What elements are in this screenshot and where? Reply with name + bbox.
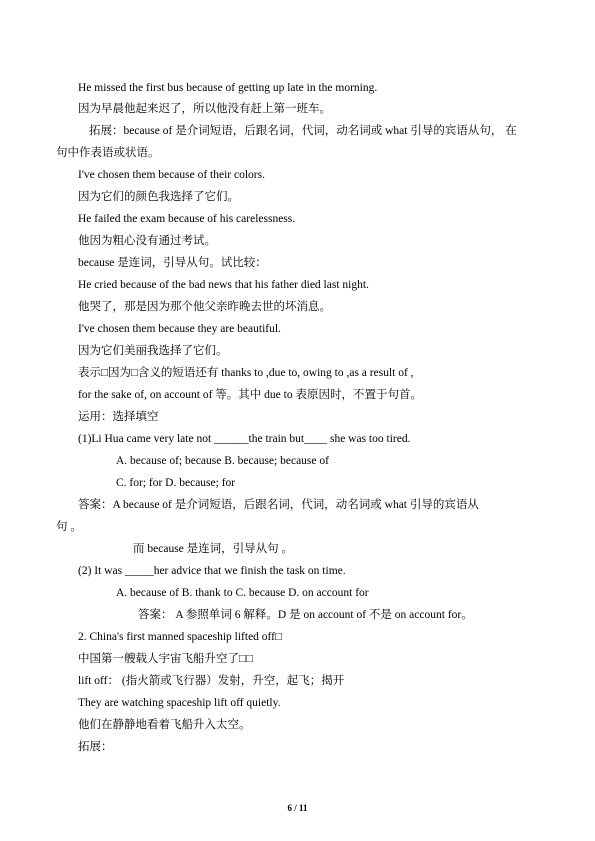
text-line-8: 他因为粗心没有通过考试。 (78, 235, 216, 247)
text-line-3: 拓展：because of 是介词短语，后跟名词，代词，动名词或 what 引导的宾语从句， 在 (89, 125, 517, 137)
text-line-6: 因为它们的颜色我选择了它们。 (78, 191, 239, 203)
text-line-31: 拓展： (78, 741, 113, 753)
text-line-5: I've chosen them because of their colors. (78, 169, 265, 181)
text-line-17: (1)Li Hua came very late not ______the train but____ she was too tired. (78, 433, 411, 445)
text-line-19: C. for; for D. because; for (116, 477, 236, 489)
text-line-27: 中国第一艘载人宇宙飞船升空了□□ (78, 653, 253, 665)
text-line-24: A. because of B. thank to C. because D. on account for (116, 587, 369, 599)
text-line-21: 句 。 (56, 521, 82, 533)
text-line-30: 他们在静静地看着飞船升入太空。 (78, 719, 251, 731)
text-line-23: (2) It was _____her advice that we finish the task on time. (78, 565, 346, 577)
text-line-1: He missed the first bus because of getting up late in the morning. (78, 82, 378, 94)
text-line-14: 表示□因为□含义的短语还有 thanks to ,due to, owing to ,as a result of , (78, 367, 414, 379)
text-line-28: lift off： (指火箭或飞行器）发射，升空，起飞；揭开 (78, 675, 345, 687)
text-line-12: I've chosen them because they are beautiful. (78, 323, 281, 335)
text-line-18: A. because of; because B. because; because of (116, 455, 329, 467)
text-line-20: 答案：A because of 是介词短语，后跟名词，代词，动名词或 what 引导的宾语从 (78, 499, 479, 511)
text-line-29: They are watching spaceship lift off quietly. (78, 697, 281, 709)
text-line-16: 运用：选择填空 (78, 411, 159, 423)
page-number: 6 / 11 (287, 803, 308, 813)
text-line-25: 答案： A 参照单词 6 解释。D 是 on account of 不是 on account for。 (138, 609, 473, 621)
text-line-10: He cried because of the bad news that his father died last night. (78, 279, 369, 291)
text-line-7: He failed the exam because of his carelessness. (78, 213, 296, 225)
text-line-13: 因为它们美丽我选择了它们。 (78, 345, 228, 357)
text-line-26: 2. China's first manned spaceship lifted off□ (78, 631, 282, 643)
text-line-15: for the sake of, on account of 等。其中 due to 表原因时，不置于句首。 (78, 389, 422, 401)
text-line-11: 他哭了，那是因为那个他父亲昨晚去世的坏消息。 (78, 301, 331, 313)
text-line-4: 句中作表语或状语。 (56, 147, 160, 159)
text-line-2: 因为早晨他起来迟了，所以他没有赶上第一班车。 (78, 103, 331, 115)
text-line-9: because 是连词，引导从句。试比较： (78, 257, 267, 269)
text-line-22: 而 because 是连词，引导从句 。 (133, 543, 294, 555)
